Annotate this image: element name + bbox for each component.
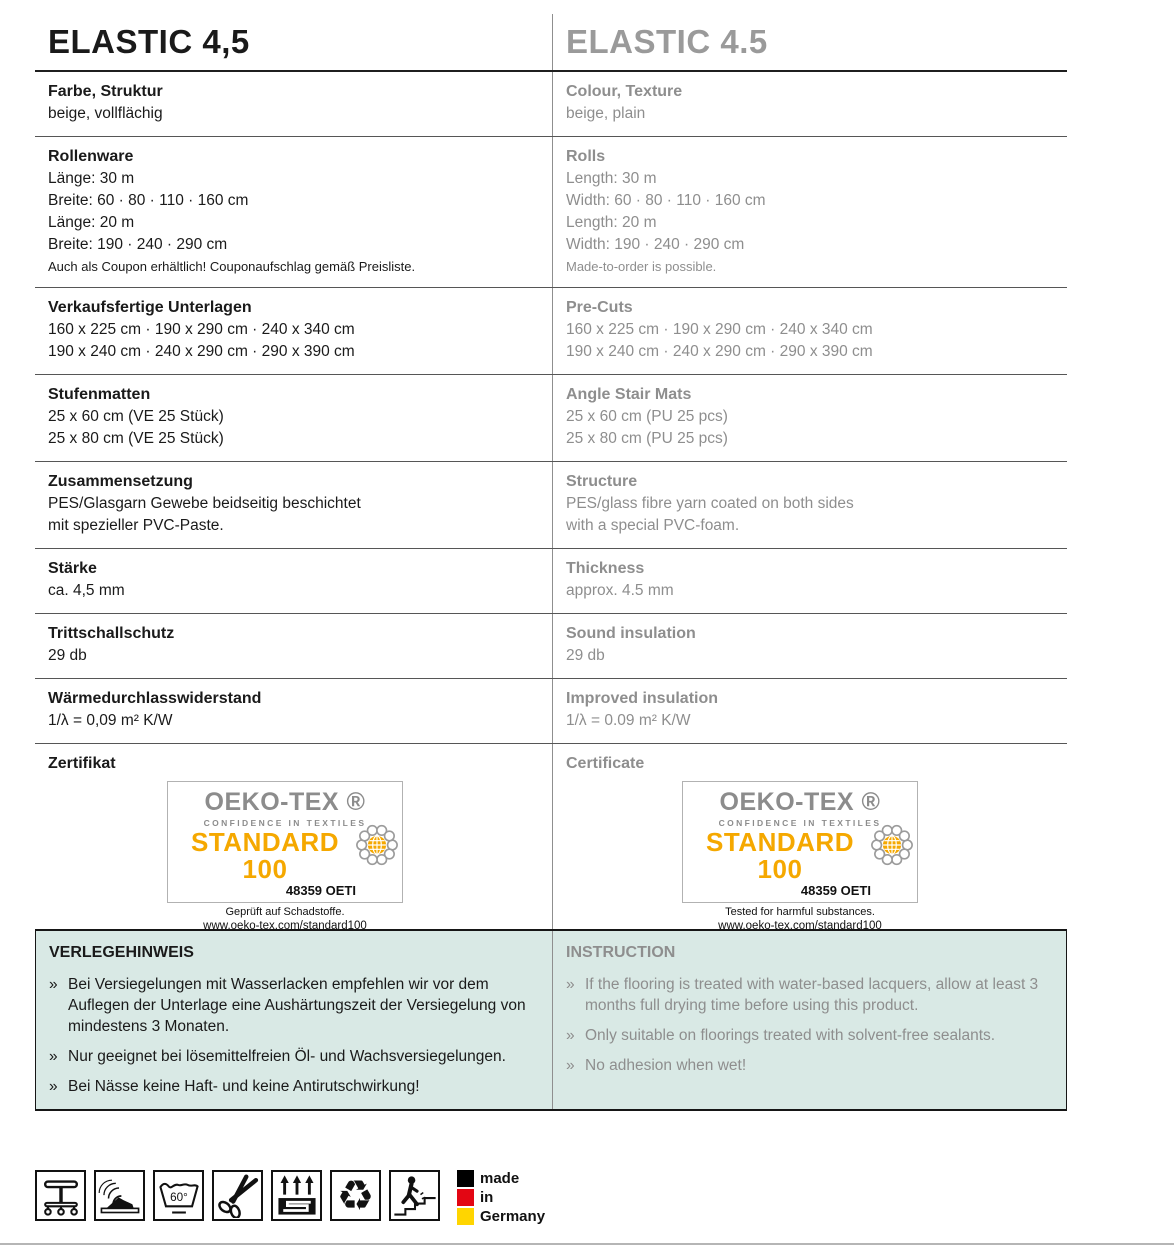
- underfloor-heating-icon: [271, 1170, 322, 1221]
- oeko-flower-icon: [869, 822, 915, 868]
- flag-red-square: [457, 1189, 474, 1206]
- section-line: 160 x 225 cm · 190 x 290 cm · 240 x 340 cm: [48, 321, 355, 338]
- section-line: 29 db: [566, 647, 605, 664]
- made-in-word: made: [480, 1170, 520, 1187]
- oeko-brand: OEKO-TEX ®: [204, 788, 366, 816]
- section-heading: Structure: [566, 473, 638, 490]
- instruction-text: No adhesion when wet!: [585, 1057, 747, 1074]
- section-line: 1/λ = 0,09 m² K/W: [48, 712, 173, 729]
- section-line: Länge: 20 m: [48, 214, 135, 231]
- section-line: with a special PVC-foam.: [566, 517, 740, 534]
- instruction-item: [566, 1025, 1050, 1046]
- section-heading: Zertifikat: [48, 755, 116, 772]
- section-thermal: [35, 678, 1067, 743]
- made-in-germany: [457, 1170, 545, 1225]
- section-precuts: [35, 287, 1067, 374]
- oeko-note: Geprüft auf Schadstoffe.: [225, 906, 345, 918]
- section-line: Breite: 190 · 240 · 290 cm: [48, 236, 228, 253]
- section-heading: Trittschallschutz: [48, 625, 175, 642]
- section-line: 25 x 60 cm (VE 25 Stück): [48, 408, 224, 425]
- page-title-de: ELASTIC 4,5: [48, 23, 250, 60]
- instruction-item: [49, 1046, 536, 1067]
- section-heading: Pre-Cuts: [566, 299, 633, 316]
- recycling-glyph: ♻: [336, 1171, 375, 1219]
- castor-chair-icon: [35, 1170, 86, 1221]
- bullet: »: [566, 1057, 575, 1074]
- section-sound-insulation: [35, 613, 1067, 678]
- oeko-certificate-number: 48359 OETI: [800, 883, 871, 898]
- instruction-item: [566, 1055, 1050, 1076]
- instruction-heading-de: VERLEGEHINWEIS: [49, 944, 194, 961]
- instruction-text: Only suitable on floorings treated with solvent-free sealants.: [585, 1027, 996, 1044]
- bullet: »: [49, 1048, 58, 1065]
- section-line: Length: 20 m: [566, 214, 657, 231]
- section-line: 190 x 240 cm · 240 x 290 cm · 290 x 390 cm: [566, 343, 873, 360]
- section-line: 29 db: [48, 647, 87, 664]
- section-colour: [35, 72, 1067, 136]
- section-line: PES/Glasgarn Gewebe beidseitig beschichtet: [48, 495, 361, 512]
- section-line: 25 x 80 cm (VE 25 Stück): [48, 430, 224, 447]
- section-line: beige, vollflächig: [48, 105, 163, 122]
- section-line: 25 x 60 cm (PU 25 pcs): [566, 408, 728, 425]
- instruction-text: Bei Versiegelungen mit Wasserlacken empfehlen wir vor dem Auflegen der Unterlage eine Aushärtungszeit der Versiegelung von mindestens 3 Monaten.: [68, 976, 526, 1035]
- bullet: »: [49, 976, 58, 993]
- section-heading: Certificate: [566, 755, 645, 772]
- section-line: 190 x 240 cm · 240 x 290 cm · 290 x 390 cm: [48, 343, 355, 360]
- section-heading: Thickness: [566, 560, 645, 577]
- section-heading: Colour, Texture: [566, 83, 683, 100]
- section-structure: [35, 461, 1067, 548]
- title-row: [35, 14, 1067, 72]
- section-rolls: [35, 136, 1067, 287]
- instruction-text: Bei Nässe keine Haft- und keine Antirutschwirkung!: [68, 1078, 420, 1095]
- oeko-brand: OEKO-TEX ®: [719, 788, 881, 816]
- oeko-flower-icon: [354, 822, 400, 868]
- section-heading: Zusammensetzung: [48, 473, 193, 490]
- oeko-tagline: CONFIDENCE IN TEXTILES: [203, 818, 367, 828]
- instruction-item: [49, 974, 536, 1037]
- section-line: beige, plain: [566, 105, 646, 122]
- flag-black-square: [457, 1170, 474, 1187]
- section-line: approx. 4.5 mm: [566, 582, 674, 599]
- section-line: Width: 60 · 80 · 110 · 160 cm: [566, 192, 766, 209]
- section-heading: Rollenware: [48, 148, 134, 165]
- oeko-url: www.oeko-tex.com/standard100: [718, 920, 882, 932]
- datasheet: [35, 14, 1067, 1111]
- oeko-standard: STANDARD 100: [191, 827, 339, 884]
- oeko-tex-label-en: [682, 781, 918, 932]
- stairs-suitable-icon: [389, 1170, 440, 1221]
- bullet: »: [566, 976, 575, 993]
- section-line: 25 x 80 cm (PU 25 pcs): [566, 430, 728, 447]
- bottom-divider: [0, 1243, 1174, 1245]
- section-heading: Stärke: [48, 560, 97, 577]
- instruction-item: [566, 974, 1050, 1016]
- made-in-word: in: [480, 1189, 494, 1206]
- washable-60-icon: [153, 1170, 204, 1221]
- instruction-text: Nur geeignet bei lösemittelfreien Öl- und Wachsversiegelungen.: [68, 1048, 506, 1065]
- oeko-url: www.oeko-tex.com/standard100: [203, 920, 367, 932]
- section-heading: Farbe, Struktur: [48, 83, 163, 100]
- recycling-icon: [330, 1170, 381, 1221]
- bullet: »: [49, 1078, 58, 1095]
- section-certificate: [35, 743, 1067, 932]
- scissors-icon: [212, 1170, 263, 1221]
- section-line: PES/glass fibre yarn coated on both sides: [566, 495, 854, 512]
- section-line: Länge: 30 m: [48, 170, 135, 187]
- section-line: Width: 190 · 240 · 290 cm: [566, 236, 745, 253]
- impact-sound-icon: [94, 1170, 145, 1221]
- section-line: 160 x 225 cm · 190 x 290 cm · 240 x 340 cm: [566, 321, 873, 338]
- bullet: »: [566, 1027, 575, 1044]
- section-thickness: [35, 548, 1067, 613]
- page-title-en: ELASTIC 4.5: [566, 23, 768, 60]
- pictogram-row: [35, 1170, 545, 1225]
- section-heading: Sound insulation: [566, 625, 696, 642]
- section-stairmats: [35, 374, 1067, 461]
- oeko-tagline: CONFIDENCE IN TEXTILES: [718, 818, 882, 828]
- made-in-word: Germany: [480, 1208, 546, 1225]
- section-note: Auch als Coupon erhältlich! Couponaufschlag gemäß Preisliste.: [48, 259, 416, 274]
- section-heading: Stufenmatten: [48, 386, 151, 403]
- section-line: ca. 4,5 mm: [48, 582, 125, 599]
- flag-yellow-square: [457, 1208, 474, 1225]
- section-line: Length: 30 m: [566, 170, 657, 187]
- section-heading: Improved insulation: [566, 690, 719, 707]
- section-heading: Wärmedurchlasswiderstand: [48, 690, 262, 707]
- instruction-heading-en: INSTRUCTION: [566, 944, 676, 961]
- section-heading: Verkaufsfertige Unterlagen: [48, 299, 252, 316]
- instruction-item: [49, 1076, 536, 1097]
- section-heading: Rolls: [566, 148, 606, 165]
- instruction-box: [35, 929, 1067, 1111]
- section-note: Made-to-order is possible.: [566, 259, 717, 274]
- wash-temp-label: 60°: [169, 1190, 188, 1204]
- oeko-certificate-number: 48359 OETI: [285, 883, 356, 898]
- section-line: Breite: 60 · 80 · 110 · 160 cm: [48, 192, 249, 209]
- section-line: mit spezieller PVC-Paste.: [48, 517, 224, 534]
- section-line: 1/λ = 0.09 m² K/W: [566, 712, 691, 729]
- instruction-text: If the flooring is treated with water-based lacquers, allow at least 3 months full drying time before using this product.: [585, 976, 1039, 1014]
- oeko-standard: STANDARD 100: [706, 827, 854, 884]
- oeko-tex-label-de: [167, 781, 403, 932]
- oeko-note: Tested for harmful substances.: [725, 906, 875, 918]
- section-heading: Angle Stair Mats: [566, 386, 692, 403]
